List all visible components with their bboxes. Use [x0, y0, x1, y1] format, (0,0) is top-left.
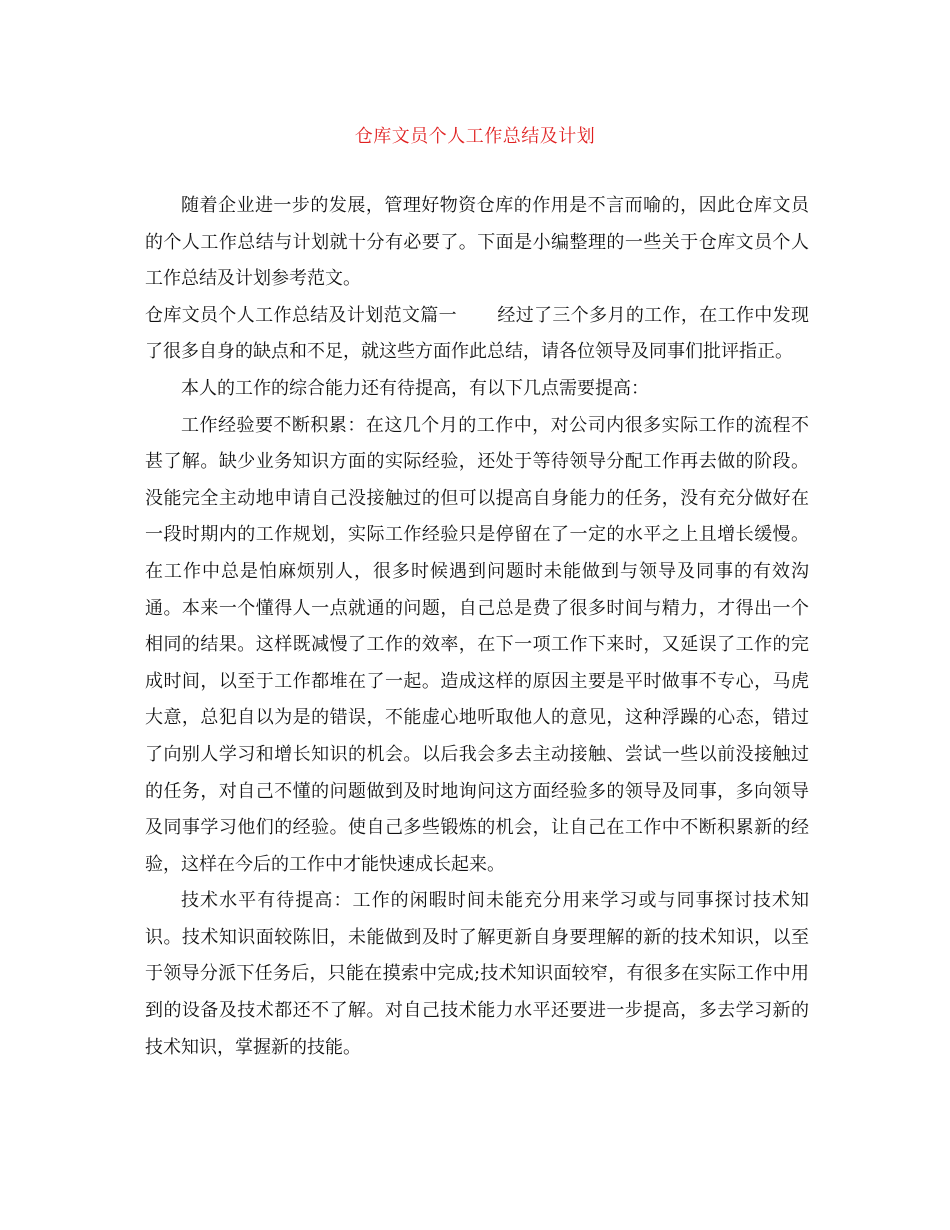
document-body	[145, 188, 809, 1066]
intro-paragraph: 随着企业进一步的发展，管理好物资仓库的作用是不言而喻的，因此仓库文员的个人工作总结与计划就十分有必要了。下面是小编整理的一些关于仓库文员个人工作总结及计划参考范文。	[145, 195, 809, 290]
section-opening: 经过了三个多月的工作，在工作中发现了很多自身的缺点和不足，就这些方面作此总结，请各位领导及同事们批评指正。	[145, 304, 809, 363]
section-paragraph	[145, 298, 809, 371]
body-paragraph-technical: 技术水平有待提高：工作的闲暇时间未能充分用来学习或与同事探讨技术知识。技术知识面较陈旧，未能做到及时了解更新自身要理解的新的技术知识，以至于领导分派下任务后，只能在摸索中完成;技术知识面较窄，有很多在实际工作中用到的设备及技术都还不了解。对自己技术能力水平还要进一步提高，多去学习新的技术知识，掌握新的技能。	[145, 890, 809, 1058]
body-paragraph-experience: 工作经验要不断积累：在这几个月的工作中，对公司内很多实际工作的流程不甚了解。缺少业务知识方面的实际经验，还处于等待领导分配工作再去做的阶段。没能完全主动地申请自己没接触过的但可以提高自身能力的任务，没有充分做好在一段时期内的工作规划，实际工作经验只是停留在了一定的水平之上且增长缓慢。在工作中总是怕麻烦别人，很多时候遇到问题时未能做到与领导及同事的有效沟通。本来一个懂得人一点就通的问题，自己总是费了很多时间与精力，才得出一个相同的结果。这样既减慢了工作的效率，在下一项工作下来时，又延误了工作的完成时间，以至于工作都堆在了一起。造成这样的原因主要是平时做事不专心，马虎大意，总犯自以为是的错误，不能虚心地听取他人的意见，这种浮躁的心态，错过了向别人学习和增长知识的机会。以后我会多去主动接触、尝试一些以前没接触过的任务，对自己不懂的问题做到及时地询问这方面经验多的领导及同事，多向领导及同事学习他们的经验。使自己多些锻炼的机会，让自己在工作中不断积累新的经验，这样在今后的工作中才能快速成长起来。	[145, 414, 809, 875]
section-heading: 仓库文员个人工作总结及计划范文篇一	[145, 304, 457, 326]
document-title: 仓库文员个人工作总结及计划	[354, 126, 596, 147]
body-paragraph-abilities: 本人的工作的综合能力还有待提高，有以下几点需要提高：	[181, 377, 649, 399]
